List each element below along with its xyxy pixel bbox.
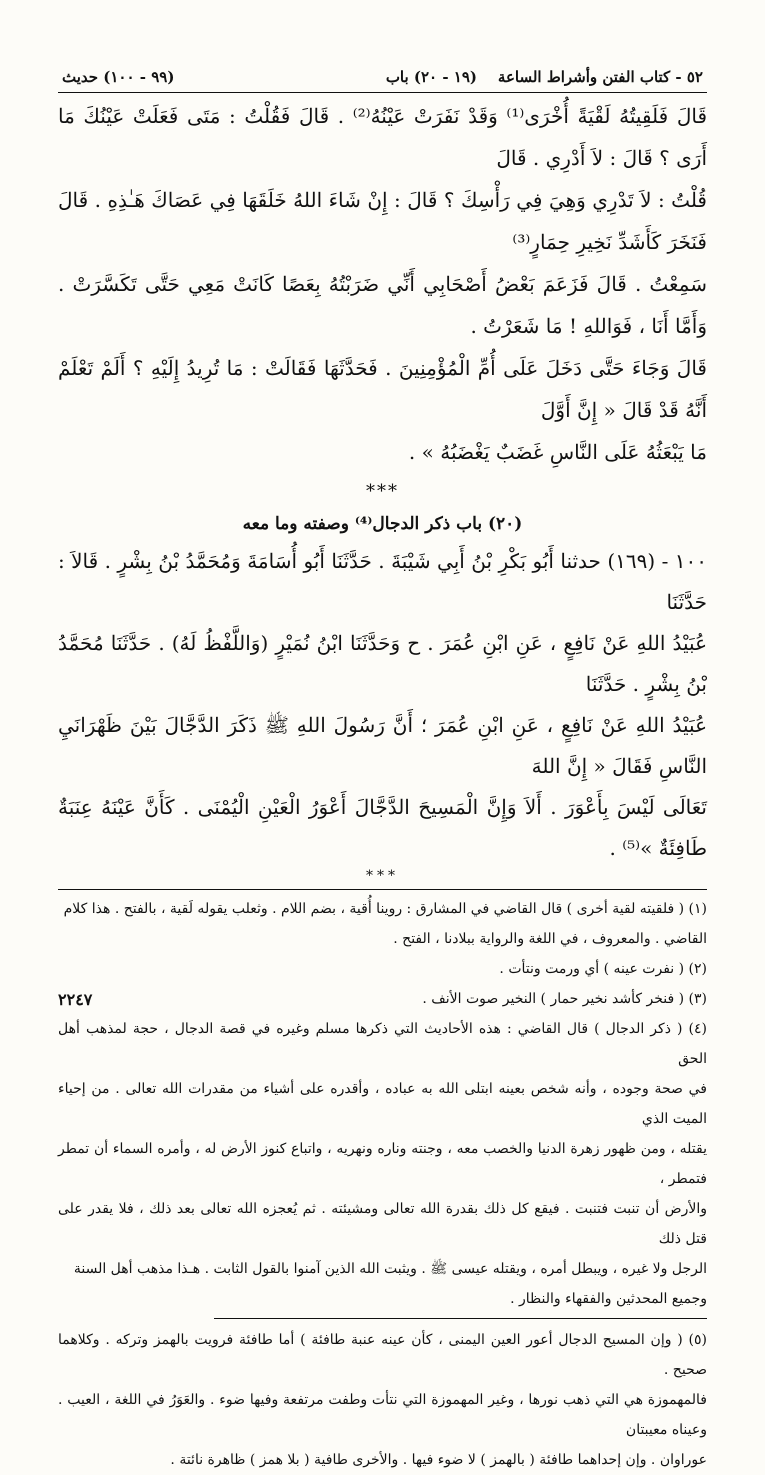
footnote-5-block [58,1325,707,1475]
footnote-line: (١) ( فلقيته لقية أخرى ) قال القاضي في المشارق : روينا أُقية ، بضم اللام . وثعلب يقوله لَقية ، بالفتح . هذا كلام [63,901,707,917]
header-chapter-range: (١٩ - ٢٠) باب [385,68,478,86]
hadith-line: تَعَالَى لَيْسَ بِأَعْوَرَ . أَلاَ وَإِنَّ الْمَسِيحَ الدَّجَّالَ أَعْوَرُ الْعَيْنِ الْيُمْنَى . كَأَنَّ عَيْنَهُ عِنَبَةٌ طَافِئَةٌ »⁽⁵⁾ . [58,795,707,860]
hadith-line: عُبَيْدُ اللهِ عَنْ نَافِعٍ ، عَنِ ابْنِ عُمَرَ . ح وَحَدَّثَنَا ابْنُ نُمَيْرٍ (وَاللَّفْظُ لَهُ) . حَدَّثَنَا مُحَمَّدُ بْنُ بِشْرٍ . حَدَّثَنَا [58,631,707,696]
hadith-line: ١٠٠ - (١٦٩) حدثنا أَبُو بَكْرِ بْنُ أَبِي شَيْبَةَ . حَدَّثَنَا أَبُو أُسَامَةَ وَمُحَمَّدُ بْنُ بِشْرٍ . قَالاَ : حَدَّثَنَا [58,549,707,614]
footnote-line: وجميع المحدثين والفقهاء والنظار . [510,1291,707,1307]
footnote-line: (٢) ( نفرت عينه ) أي ورمت ونتأت . [499,961,707,977]
footnote-divider-2 [214,1318,707,1319]
text-line: سَمِعْتُ . قَالَ فَزَعَمَ بَعْضُ أَصْحَابِي أَنِّي ضَرَبْتُهُ بِعَصًا كَانَتْ مَعِي حَتَّى تَكَسَّرَتْ . وَأَمَّا أَنَا ، فَوَاللهِ ! مَا شَعَرْتُ . [58,272,707,338]
chapter-title: (٢٠) باب ذكر الدجال⁽⁴⁾ وصفته وما معه [242,514,523,534]
text-line: مَا يَبْعَثُهُ عَلَى النَّاسِ غَضَبٌ يَغْضَبُهُ » . [408,440,707,464]
page-number: ٢٢٤٧ [58,990,93,1009]
footnote-line: في صحة وجوده ، وأنه شخص بعينه ابتلى الله به عباده ، وأقدره على أشياء من مقدرات الله تعالى . من إحياء الميت الذي [58,1081,707,1127]
end-separator: *** [366,868,399,884]
main-text-block [58,95,707,473]
text-line: قَالَ وَجَاءَ حَتَّى دَخَلَ عَلَى أُمِّ الْمُؤْمِنِينَ . فَحَدَّثَهَا فَقَالَتْ : مَا تُرِيدُ إِلَيْهِ ؟ أَلَمْ تَعْلَمْ أَنَّهُ قَدْ قَالَ « إِنَّ أَوَّلَ [58,356,707,422]
footnote-line: (٤) ( ذكر الدجال ) قال القاضي : هذه الأحاديث التي ذكرها مسلم وغيره في قصة الدجال ، حجة لمذهب أهل الحق [58,1021,707,1067]
header-page-book: ٥٢ - كتاب الفتن وأشراط الساعة [497,68,703,86]
footnote-line: والأرض أن تنبت فتنبت . فيقع كل ذلك بقدرة الله تعالى ومشيئته . ثم يُعجزه الله تعالى بعد ذلك ، فلا يقدر على قتل ذلك [58,1201,707,1247]
footnote-line: (٥) ( وإن المسيح الدجال أعور العين اليمنى ، كأن عينه عنبة طافئة ) أما طافئة فرويت بالهمز وتركه . وكلاهما صحيح . [58,1332,707,1378]
footnote-line: يقتله ، ومن ظهور زهرة الدنيا والخصب معه ، وجنته وناره ونهريه ، واتباع كنوز الأرض له ، وأمره السماء أن تمطر فتمطر ، [58,1141,708,1187]
header-hadith-range: (٩٩ - ١٠٠) حديث [62,68,175,86]
hadith-block [58,541,707,869]
text-line: قُلْتُ : لاَ تَدْرِي وَهِيَ فِي رَأْسِكَ ؟ قَالَ : إِنْ شَاءَ اللهُ خَلَقَهَا فِي عَصَاكَ هَـٰذِهِ . قَالَ فَنَخَرَ كَأَشَدِّ نَخِيرِ حِمَارٍ⁽³⁾ [58,188,707,254]
footnote-line: فالمهموزة هي التي ذهب نورها ، وغير المهموزة التي نتأت وطفت مرتفعة وفيها ضوء . والعَوَرُ في اللغة ، العيب . وعيناه معيبتان [58,1392,708,1438]
header-book-title [386,68,703,86]
footnote-divider [58,889,707,890]
footnote-line: الرجل ولا غيره ، ويبطل أمره ، ويقتله عيسى ﷺ . ويثبت الله الذين آمنوا بالقول الثابت . هـذا مذهب أهل السنة [73,1261,707,1277]
footnote-line: القاضي . والمعروف ، في اللغة والرواية ببلادنا ، الفتح . [393,931,707,947]
text-line: قَالَ فَلَقِيتُهُ لَقْيَةً أُخْرَى⁽¹⁾ وَقَدْ نَفَرَتْ عَيْنُهُ⁽²⁾ . قَالَ فَقُلْتُ : مَتَى فَعَلَتْ عَيْنُكَ مَا أَرَى ؟ قَالَ : لاَ أَدْرِي . قَالَ [58,104,707,170]
footnote-line: عوراوان . وإن إحداهما طافئة ( بالهمز ) لا ضوء فيها . والأخرى طافية ( بلا همز ) ظاهرة نائتة . [170,1452,707,1468]
section-stars: *** [366,481,399,502]
hadith-line: عُبَيْدُ اللهِ عَنْ نَافِعٍ ، عَنِ ابْنِ عُمَرَ ؛ أَنَّ رَسُولَ اللهِ ﷺ ذَكَرَ الدَّجَّالَ بَيْنَ ظَهْرَانَيِ النَّاسِ فَقَالَ « إِنَّ اللهَ [58,713,707,778]
footnotes-block [58,894,707,1314]
footnote-line: (٣) ( فنخر كأشد نخير حمار ) النخير صوت الأنف . [422,991,707,1007]
running-header [58,68,707,93]
